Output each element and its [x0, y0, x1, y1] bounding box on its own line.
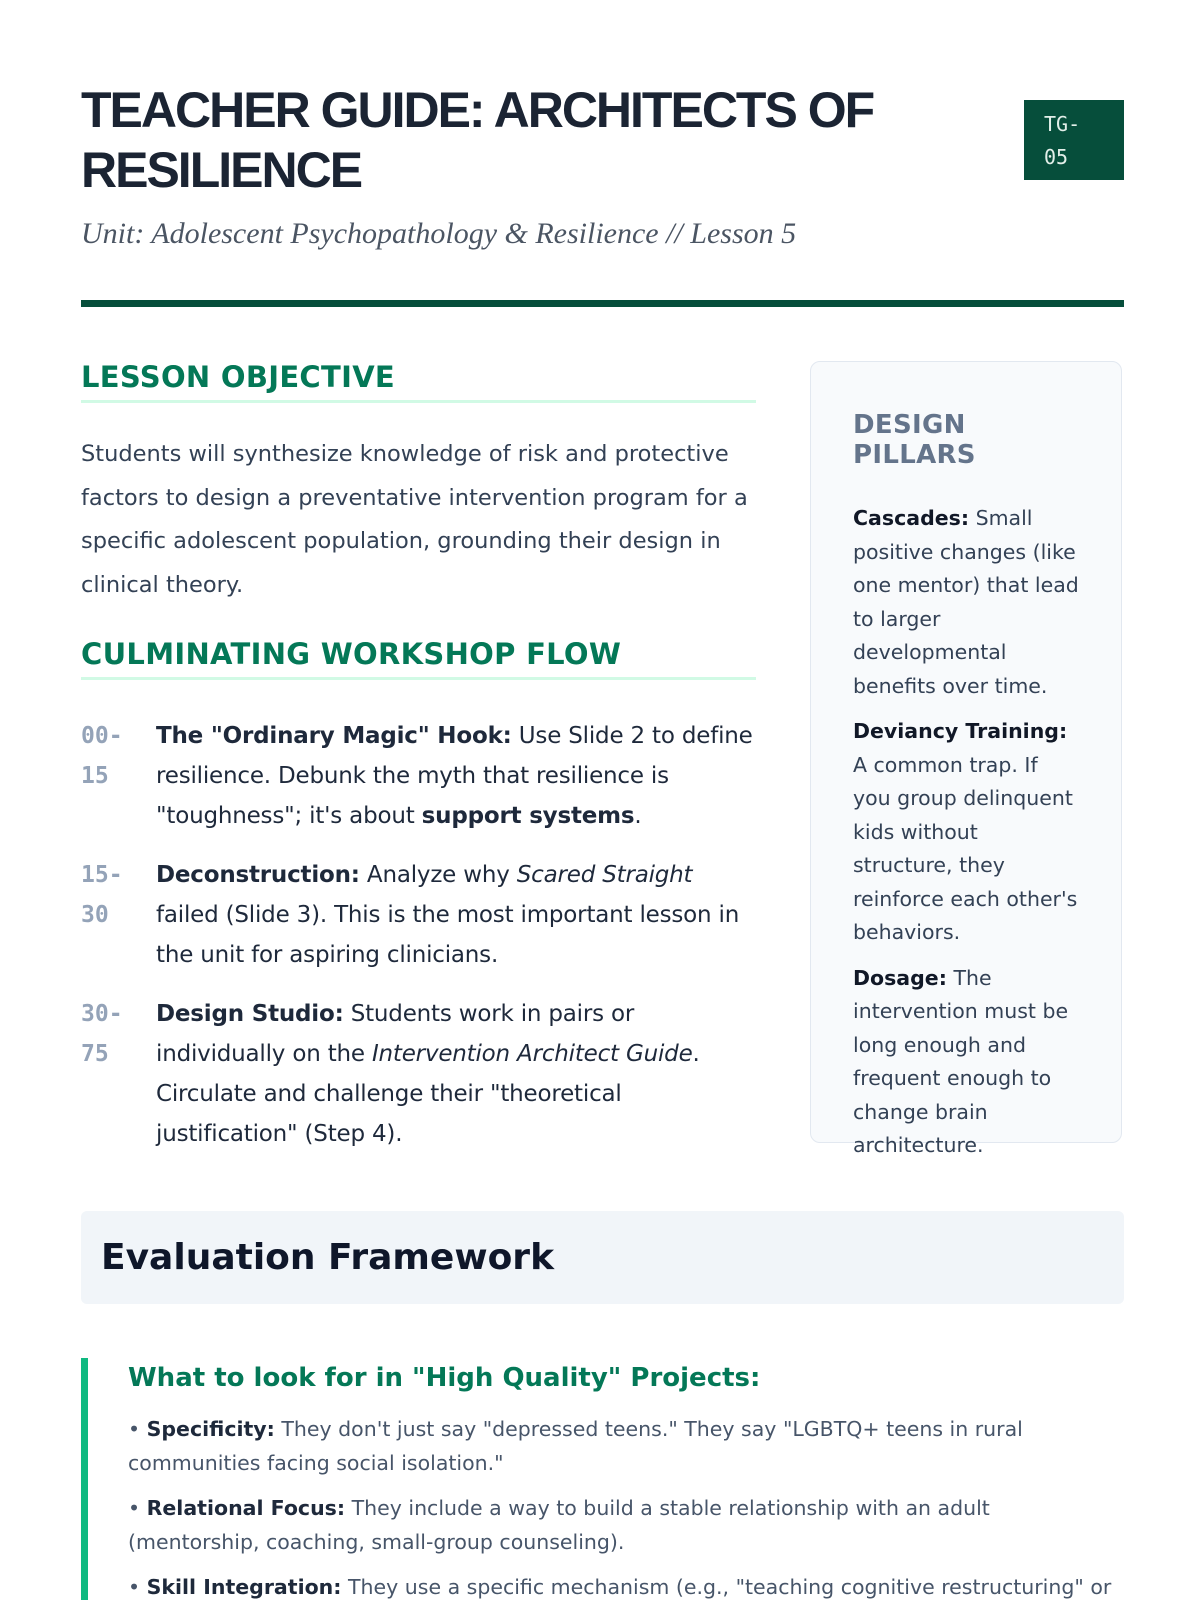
bullet: • — [128, 1496, 147, 1520]
objective-heading: LESSON OBJECTIVE — [81, 360, 756, 403]
quality-term: Relational Focus: — [146, 1496, 346, 1520]
flow-description — [156, 994, 761, 1154]
quality-heading: What to look for in "High Quality" Projects: — [128, 1363, 761, 1393]
header-divider — [81, 300, 1124, 307]
pillar-term: Cascades: — [853, 506, 970, 530]
flow-item-text: Use Slide 2 to define resilience. Debunk the myth that resilience is "toughness"; it's about — [156, 723, 753, 829]
pillar-term: Deviancy Training: — [853, 719, 1068, 743]
page-subtitle: Unit: Adolescent Psychopathology & Resilience // Lesson 5 — [81, 217, 797, 250]
lesson-code-line-1: TG- — [1044, 112, 1081, 136]
quality-text: They use a specific mechanism (e.g., "teaching cognitive restructuring" or — [341, 1575, 1112, 1599]
flow-description — [156, 855, 761, 975]
flow-item-text-end: failed (Slide 3). This is the most important lesson in the unit for aspiring clinicians. — [156, 902, 740, 968]
time-end: 30 — [81, 902, 109, 928]
lesson-code-line-2: 05 — [1044, 145, 1069, 169]
flow-item-italic: Scared Straight — [516, 862, 693, 888]
page-title: TEACHER GUIDE: ARCHITECTS OF RESILIENCE — [81, 82, 874, 198]
flow-item-title: Deconstruction: — [156, 862, 360, 888]
workshop-flow-list — [81, 716, 761, 1173]
flow-description — [156, 716, 761, 836]
time-range — [81, 994, 156, 1154]
objective-text: Students will synthesize knowledge of risk and protective factors to design a preventative intervention program for a specific adolescent population, grounding their design in clinical theory. — [81, 441, 748, 598]
flow-heading: CULMINATING WORKSHOP FLOW — [81, 637, 756, 680]
list-item — [128, 1413, 1118, 1480]
list-item — [128, 1492, 1118, 1559]
quality-text: They don't just say "depressed teens." They say "LGBTQ+ teens in rural communities facing social isolation." — [128, 1417, 1023, 1475]
pillar-item — [853, 962, 1079, 1163]
bullet: • — [128, 1575, 147, 1599]
pillar-text: Small positive changes (like one mentor) that lead to larger developmental benefits over time. — [853, 506, 1079, 698]
time-start: 30- — [81, 1001, 123, 1027]
time-end: 75 — [81, 1041, 109, 1067]
flow-item-text-end: . Circulate and challenge their "theoretical justification" (Step 4). — [156, 1041, 700, 1147]
quality-term: Specificity: — [146, 1417, 275, 1441]
time-start: 15- — [81, 862, 123, 888]
list-item — [81, 716, 761, 836]
time-range — [81, 855, 156, 975]
flow-item-title: The "Ordinary Magic" Hook: — [156, 723, 512, 749]
time-start: 00- — [81, 723, 123, 749]
list-item — [81, 855, 761, 975]
design-pillars-panel — [810, 361, 1122, 1157]
pillar-item — [853, 715, 1079, 950]
pillar-item — [853, 502, 1079, 703]
quality-term: Skill Integration: — [146, 1575, 342, 1599]
time-range — [81, 716, 156, 836]
time-end: 15 — [81, 763, 109, 789]
evaluation-header — [81, 1211, 1124, 1304]
quality-text: They include a way to build a stable relationship with an adult (mentorship, coaching, small-group counseling). — [128, 1496, 990, 1554]
evaluation-heading: Evaluation Framework — [101, 1237, 555, 1278]
flow-item-text-end: . — [634, 803, 642, 829]
lesson-code-badge — [1024, 100, 1124, 180]
pillar-text: The intervention must be long enough and frequent enough to change brain architecture. — [853, 965, 1069, 1157]
sidebar-heading: DESIGN PILLARS — [853, 410, 976, 470]
pillar-term: Dosage: — [853, 965, 947, 990]
page-header — [81, 80, 1124, 200]
bullet: • — [128, 1417, 147, 1441]
flow-item-emphasis: support systems — [421, 803, 635, 829]
quality-callout — [81, 1358, 1124, 1600]
pillar-text: A common trap. If you group delinquent kids without structure, they reinforce each other's behaviors. — [853, 752, 1078, 944]
list-item — [128, 1571, 1118, 1600]
list-item — [81, 994, 761, 1154]
flow-item-italic: Intervention Architect Guide — [371, 1041, 693, 1067]
flow-item-text: Students work in pairs or individually on the — [156, 1001, 635, 1067]
flow-item-text: Analyze why — [359, 862, 517, 888]
flow-item-title: Design Studio: — [156, 1001, 344, 1027]
